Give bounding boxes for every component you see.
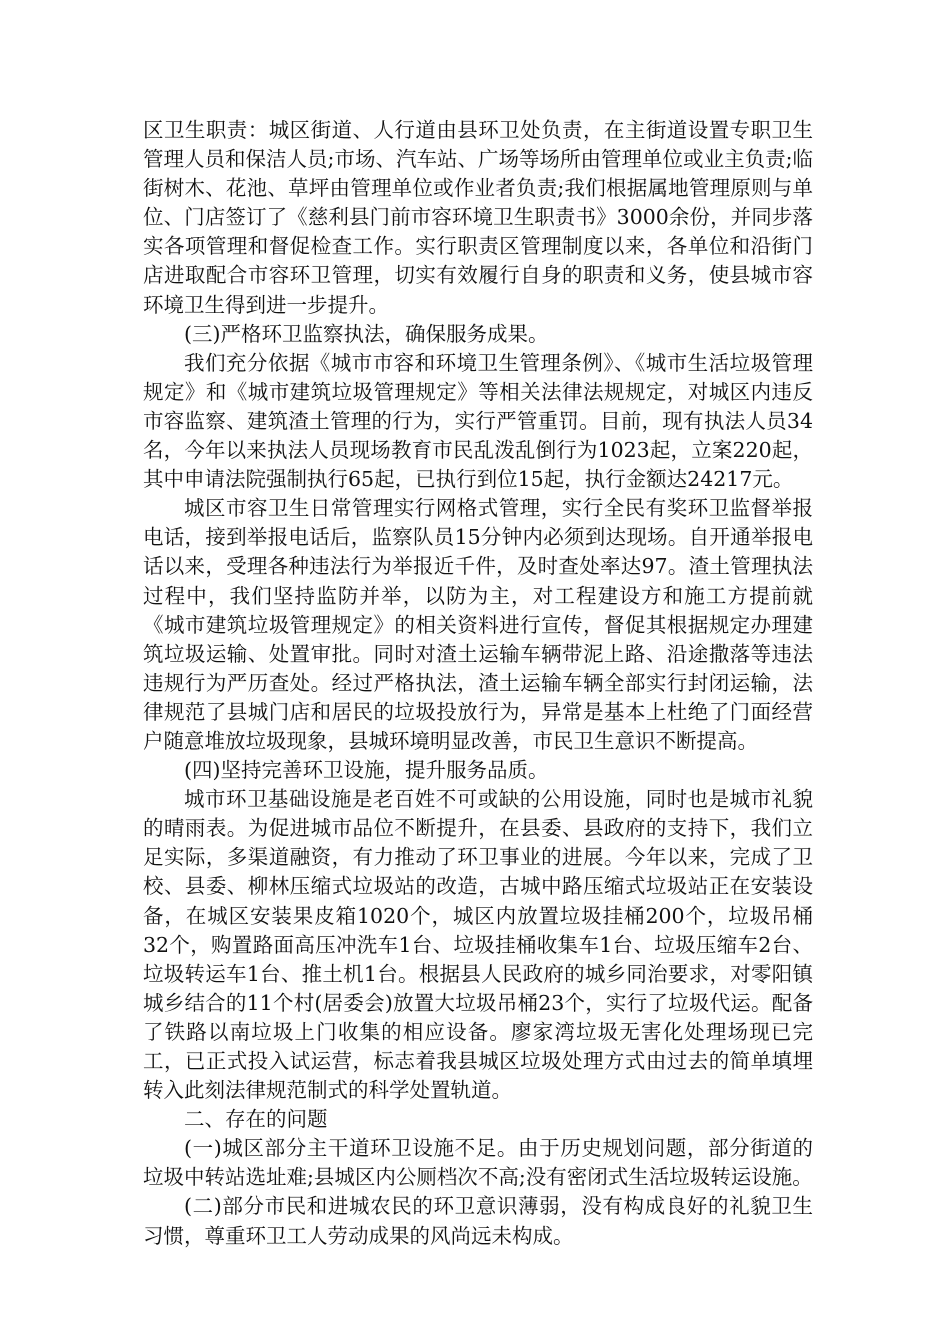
document-body [143,116,813,1251]
section-heading-3: (三)严格环卫监察执法，确保服务成果。 [184,321,549,346]
paragraph-law-enforcement: 我们充分依据《城市市容和环境卫生管理条例》、《城市生活垃圾管理规定》和《城市建筑垃圾管理规定》等相关法律法规规定，对城区内违反市容监察、建筑渣土管理的行为，实行严管重罚。目前，现有执法人员34名，今年以来执法人员现场教育市民乱泼乱倒行为1023起，立案220起，其中申请法院强制执行65起，已执行到位15起，执行金额达24217元。 [143,350,813,492]
paragraph-problem-2: (二)部分市民和进城农民的环卫意识薄弱，没有构成良好的礼貌卫生习惯，尊重环卫工人劳动成果的风尚远未构成。 [143,1194,813,1248]
paragraph-sanitation-duties: 区卫生职责：城区街道、人行道由县环卫处负责，在主街道设置专职卫生管理人员和保洁人员;市场、汽车站、广场等场所由管理单位或业主负责;临街树木、花池、草坪由管理单位或作业者负责;我们根据属地管理原则与单位、门店签订了《慈利县门前市容环境卫生职责书》3000余份，并同步落实各项管理和督促检查工作。实行职责区管理制度以来，各单位和沿街门店进取配合市容环卫管理，切实有效履行自身的职责和义务，使县城市容环境卫生得到进一步提升。 [143,118,813,317]
section-heading-problems: 二、存在的问题 [184,1107,328,1132]
section-heading-4: (四)坚持完善环卫设施，提升服务品质。 [184,758,549,783]
paragraph-problem-1: (一)城区部分主干道环卫设施不足。由于历史规划问题，部分街道的垃圾中转站选址难;县城区内公厕档次不高;没有密闭式生活垃圾转运设施。 [143,1136,813,1190]
paragraph-grid-management: 城区市容卫生日常管理实行网格式管理，实行全民有奖环卫监督举报电话，接到举报电话后，监察队员15分钟内必须到达现场。自开通举报电话以来，受理各种违法行为举报近千件，及时查处率达97。渣土管理执法过程中，我们坚持监防并举，以防为主，对工程建设方和施工方提前就《城市建筑垃圾管理规定》的相关资料进行宣传，督促其根据规定办理建筑垃圾运输、处置审批。同时对渣土运输车辆带泥上路、沿途撒落等违法违规行为严历查处。经过严格执法，渣土运输车辆全部实行封闭运输，法律规范了县城门店和居民的垃圾投放行为，异常是基本上杜绝了门面经营户随意堆放垃圾现象，县城环境明显改善，市民卫生意识不断提高。 [143,496,813,753]
paragraph-facilities: 城市环卫基础设施是老百姓不可或缺的公用设施，同时也是城市礼貌的晴雨表。为促进城市品位不断提升，在县委、县政府的支持下，我们立足实际，多渠道融资，有力推动了环卫事业的进展。今年以来，完成了卫校、县委、柳林压缩式垃圾站的改造，古城中路压缩式垃圾站正在安装设备，在城区安装果皮箱1020个，城区内放置垃圾挂桶200个，垃圾吊桶32个，购置路面高压冲洗车1台、垃圾挂桶收集车1台、垃圾压缩车2台、垃圾转运车1台、推土机1台。根据县人民政府的城乡同治要求，对零阳镇城乡结合的11个村(居委会)放置大垃圾吊桶23个，实行了垃圾代运。配备了铁路以南垃圾上门收集的相应设备。廖家湾垃圾无害化处理场现已完工，已正式投入试运营，标志着我县城区垃圾处理方式由过去的简单填埋转入此刻法律规范制式的科学处置轨道。 [143,787,813,1103]
